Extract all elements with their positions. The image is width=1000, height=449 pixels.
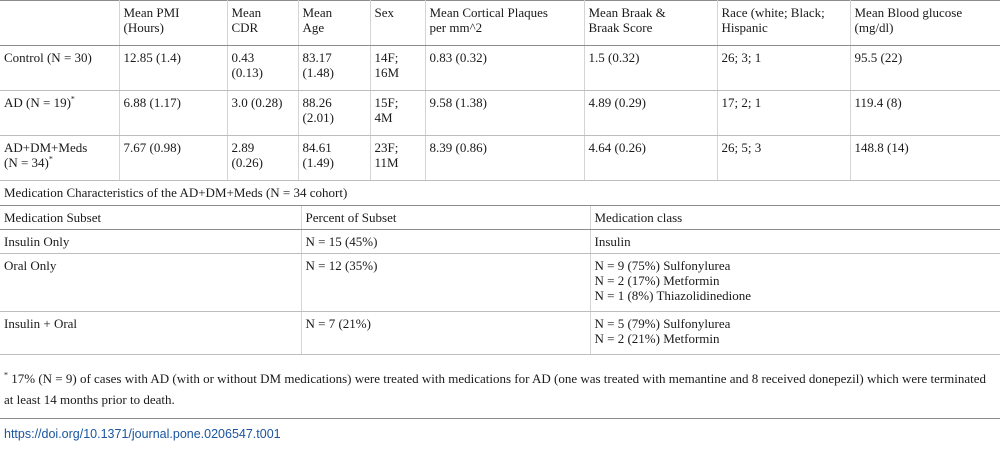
table-cell	[850, 46, 1000, 91]
cell-value: 95.5 (22)	[854, 50, 903, 65]
table-row	[0, 312, 1000, 355]
table-cell	[717, 91, 850, 136]
table-cell	[227, 91, 298, 136]
class-cell	[590, 254, 1000, 312]
cell-value: 2.89 (0.26)	[231, 140, 263, 170]
table-cell	[584, 91, 717, 136]
header-row	[0, 206, 1000, 230]
header-cell	[425, 1, 584, 46]
cell-value: 8.39 (0.86)	[429, 140, 487, 155]
cell-value: 84.61 (1.49)	[302, 140, 334, 170]
cell-value: 83.17 (1.48)	[302, 50, 334, 80]
table-cell	[227, 136, 298, 181]
cell-value: 0.43 (0.13)	[231, 50, 263, 80]
class-cell	[590, 312, 1000, 355]
table-cell	[850, 136, 1000, 181]
table-row	[0, 254, 1000, 312]
cell-value: 7.67 (0.98)	[123, 140, 181, 155]
table-cell	[370, 136, 425, 181]
header-text: Mean Age	[302, 5, 333, 35]
footnote-marker: *	[48, 154, 53, 164]
table-cell	[717, 46, 850, 91]
table-cell	[298, 136, 370, 181]
header-text: Race (white; Black; Hispanic	[721, 5, 825, 35]
class-line: N = 1 (8%) Thiazolidinedione	[594, 288, 752, 303]
table-cell	[584, 46, 717, 91]
cell-value: 119.4 (8)	[854, 95, 902, 110]
table-cell	[425, 91, 584, 136]
header-cell	[227, 1, 298, 46]
medication-table	[0, 206, 1000, 355]
header-cell	[119, 1, 227, 46]
cell-value: 23F; 11M	[374, 140, 399, 170]
header-text: Mean PMI (Hours)	[123, 5, 180, 35]
table-cell	[370, 91, 425, 136]
footnote-text: 17% (N = 9) of cases with AD (with or without DM medications) were treated with medications for AD (one was treated with memantine and 8 received donepezil) which were terminated at least 14 months prior to death.	[4, 371, 987, 407]
group-cell	[0, 91, 119, 136]
footnote-marker: *	[70, 94, 75, 104]
table-row	[0, 46, 1000, 91]
header-cell-empty	[0, 1, 119, 46]
cell-value: 9.58 (1.38)	[429, 95, 487, 110]
cell-value: 12.85 (1.4)	[123, 50, 181, 65]
subset-cell: Insulin Only	[0, 230, 301, 254]
demographics-table	[0, 0, 1000, 181]
doi-link[interactable]: https://doi.org/10.1371/journal.pone.0206547.t001	[4, 427, 281, 441]
header-cell	[717, 1, 850, 46]
table-cell	[298, 91, 370, 136]
table-cell	[298, 46, 370, 91]
header-text: Sex	[374, 5, 394, 20]
header-cell	[370, 1, 425, 46]
cell-value: 4.89 (0.29)	[588, 95, 646, 110]
cell-value: 3.0 (0.28)	[231, 95, 283, 110]
header-text: Mean Blood glucose (mg/dl)	[854, 5, 963, 35]
table-cell	[425, 46, 584, 91]
class-cell	[590, 230, 1000, 254]
table-cell	[119, 91, 227, 136]
header-cell	[850, 1, 1000, 46]
group-label: AD+DM+Meds (N = 34)	[4, 140, 88, 170]
table-cell	[584, 136, 717, 181]
table-footnote	[0, 355, 1000, 419]
cell-value: 88.26 (2.01)	[302, 95, 334, 125]
header-text: Mean Braak & Braak Score	[588, 5, 666, 35]
table-row	[0, 91, 1000, 136]
subtable-caption: Medication Characteristics of the AD+DM+Meds (N = 34 cohort)	[0, 181, 1000, 206]
percent-cell: N = 12 (35%)	[301, 254, 590, 312]
header-text: Mean Cortical Plaques per mm^2	[429, 5, 548, 35]
group-label: AD (N = 19)	[4, 95, 71, 110]
cell-value: 1.5 (0.32)	[588, 50, 640, 65]
header-cell: Percent of Subset	[301, 206, 590, 230]
header-cell: Medication class	[590, 206, 1000, 230]
header-cell: Medication Subset	[0, 206, 301, 230]
header-row	[0, 1, 1000, 46]
group-cell	[0, 136, 119, 181]
table-cell	[370, 46, 425, 91]
table-row	[0, 136, 1000, 181]
cell-value: 6.88 (1.17)	[123, 95, 181, 110]
cell-value: 14F; 16M	[374, 50, 400, 80]
percent-cell: N = 7 (21%)	[301, 312, 590, 355]
percent-cell: N = 15 (45%)	[301, 230, 590, 254]
cell-value: 15F; 4M	[374, 95, 399, 125]
cell-value: 0.83 (0.32)	[429, 50, 487, 65]
cell-value: 26; 5; 3	[721, 140, 762, 155]
cell-value: 17; 2; 1	[721, 95, 762, 110]
table-cell	[119, 46, 227, 91]
class-line: N = 9 (75%) Sulfonylurea	[594, 258, 731, 273]
header-text: Mean CDR	[231, 5, 262, 35]
header-cell	[584, 1, 717, 46]
table-cell	[227, 46, 298, 91]
group-label: Control (N = 30)	[4, 50, 92, 65]
class-line: Insulin	[594, 234, 631, 249]
table-cell	[850, 91, 1000, 136]
table-cell	[717, 136, 850, 181]
class-line: N = 5 (79%) Sulfonylurea	[594, 316, 731, 331]
class-line: N = 2 (21%) Metformin	[594, 331, 720, 346]
table-row	[0, 230, 1000, 254]
class-line: N = 2 (17%) Metformin	[594, 273, 720, 288]
cell-value: 4.64 (0.26)	[588, 140, 646, 155]
subset-cell: Insulin + Oral	[0, 312, 301, 355]
table-cell	[119, 136, 227, 181]
cell-value: 148.8 (14)	[854, 140, 909, 155]
subset-cell: Oral Only	[0, 254, 301, 312]
table-cell	[425, 136, 584, 181]
footnote-marker: *	[4, 370, 8, 380]
cell-value: 26; 3; 1	[721, 50, 762, 65]
group-cell	[0, 46, 119, 91]
header-cell	[298, 1, 370, 46]
